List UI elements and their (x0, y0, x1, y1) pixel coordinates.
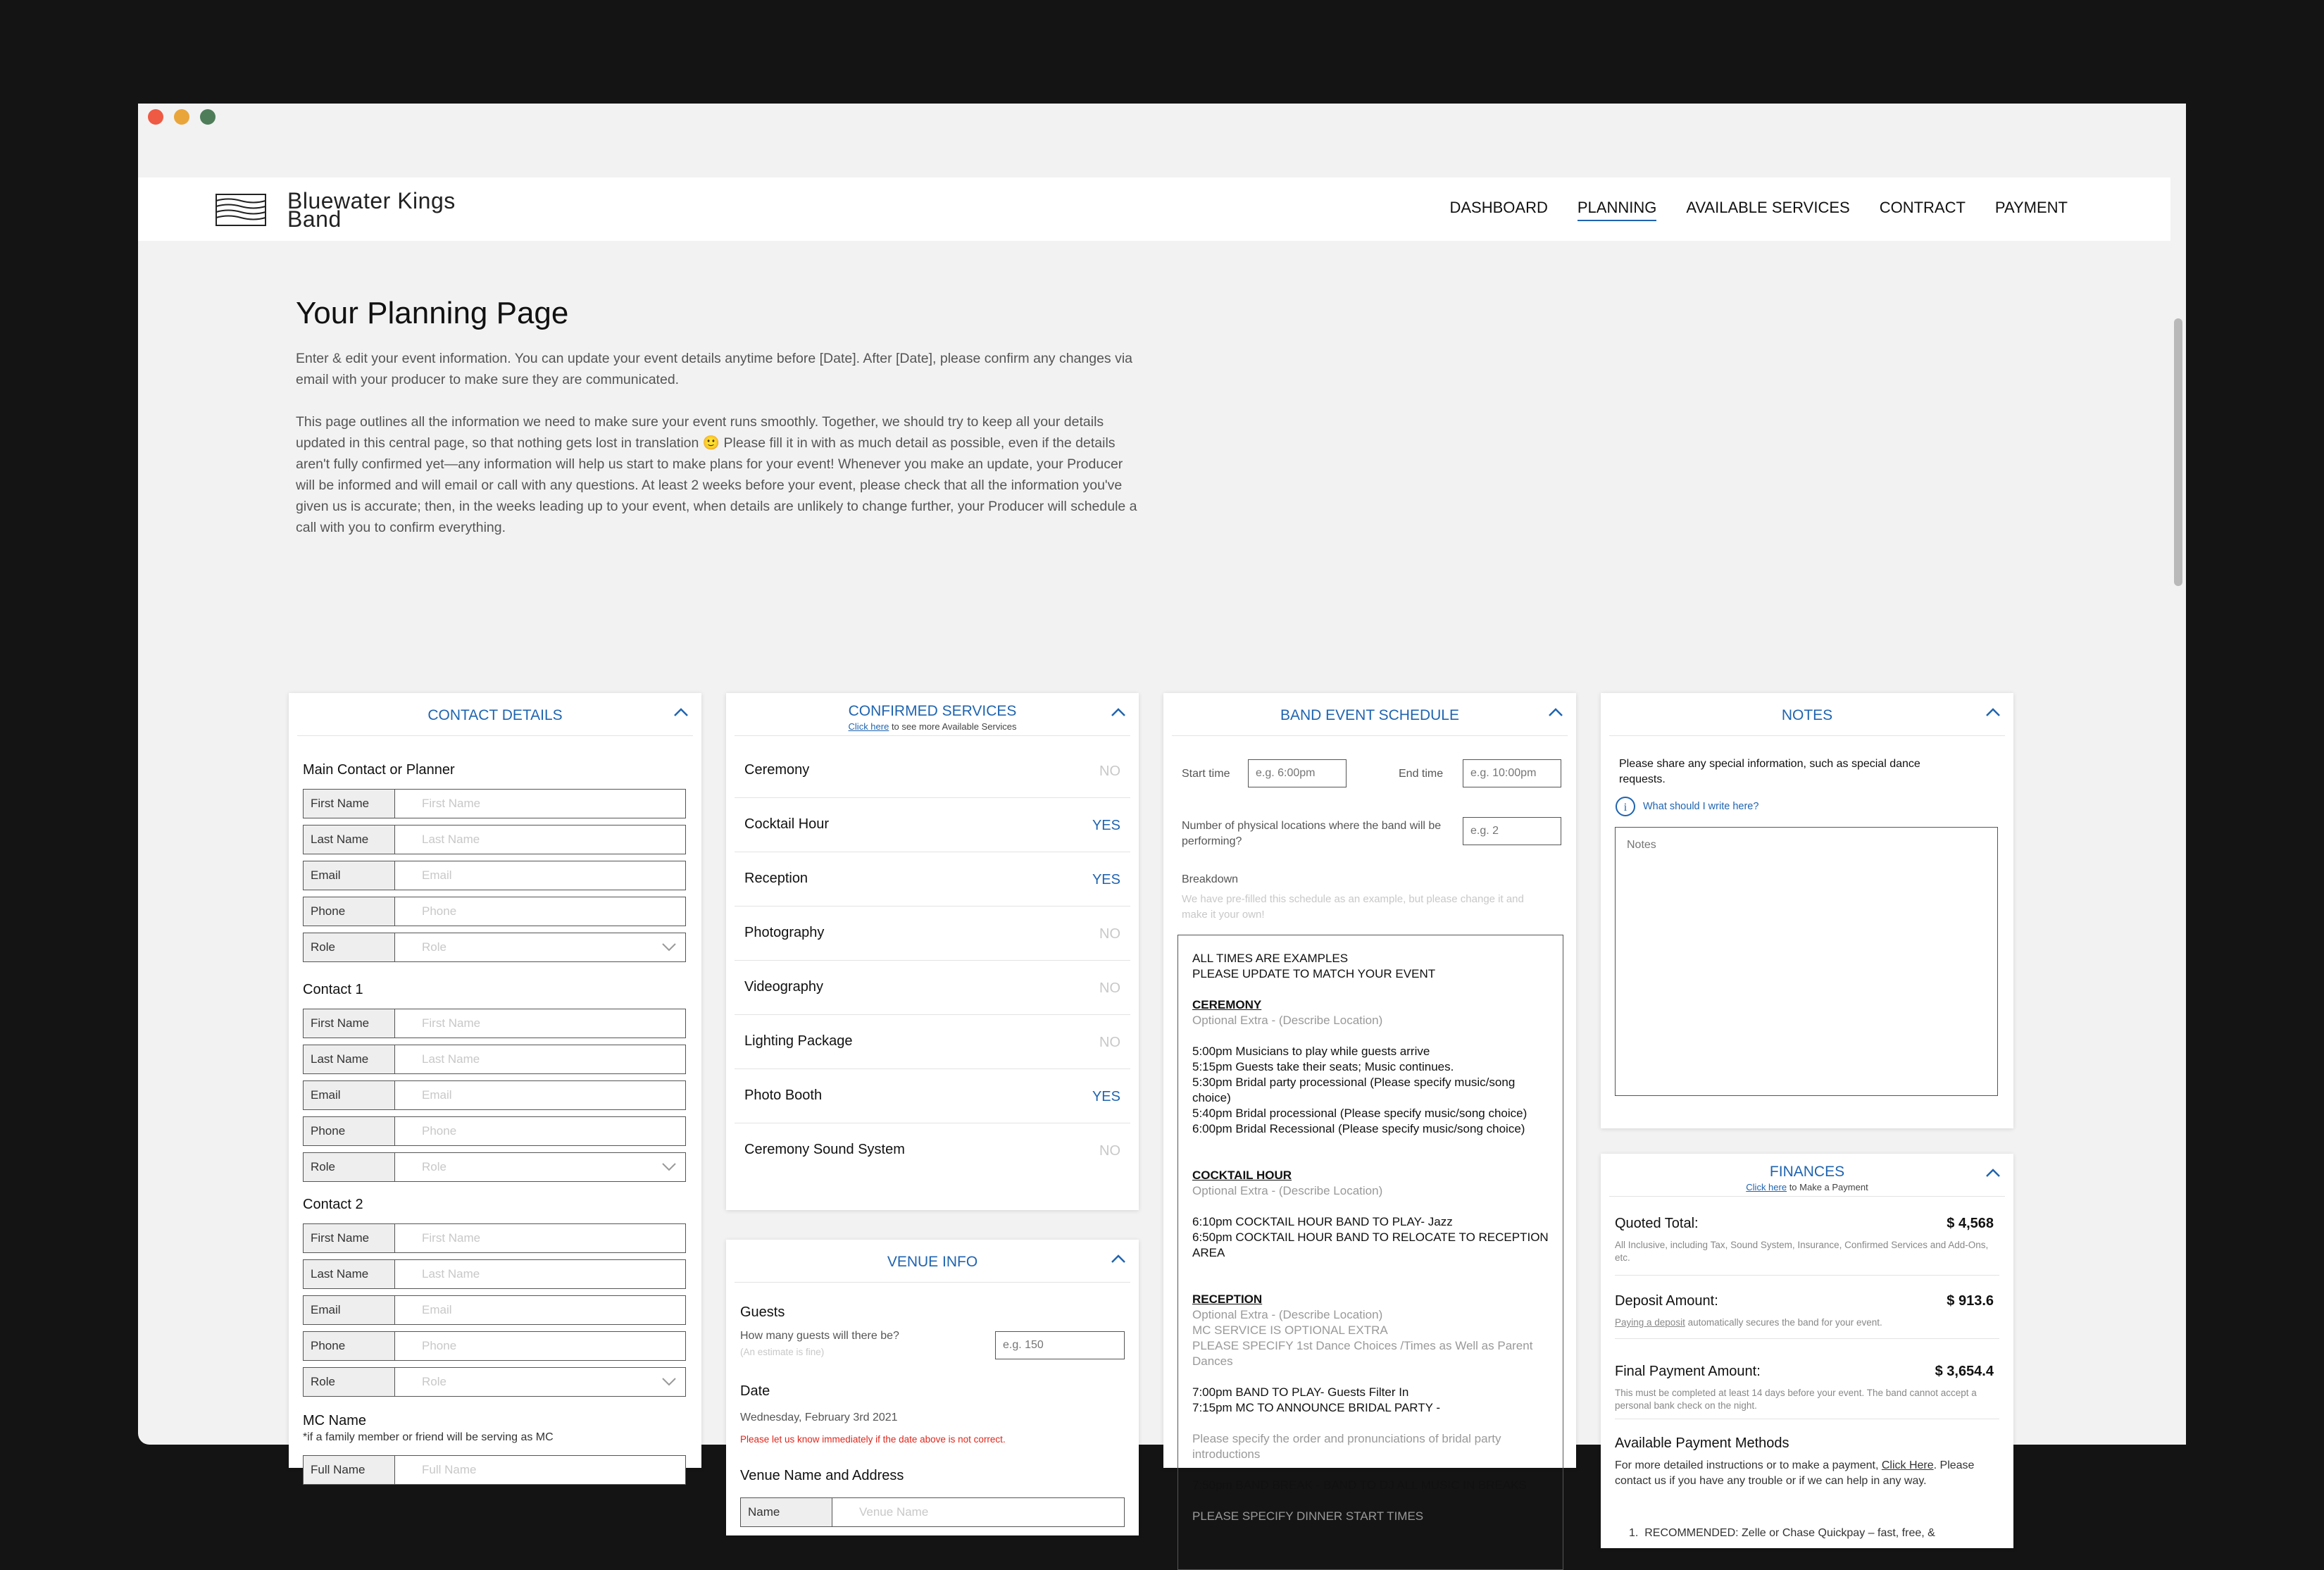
services-subtitle-text: to see more Available Services (889, 721, 1017, 732)
guests-hint: (An estimate is fine) (740, 1347, 825, 1357)
breakdown-label: Breakdown (1182, 873, 1239, 885)
brand-name (287, 188, 456, 232)
c1-email-field (303, 1080, 686, 1110)
final-payment-row (1615, 1364, 1999, 1419)
contact1-label: Contact 1 (303, 982, 363, 997)
notes-title: NOTES (1781, 707, 1833, 723)
guests-label: Guests (740, 1304, 785, 1320)
locations-question: Number of physical locations where the band will be performing? (1182, 820, 1442, 847)
date-label: Date (740, 1383, 770, 1399)
c1-role-input[interactable] (395, 1153, 685, 1181)
schedule-spacer (1192, 1261, 1549, 1276)
field-label: Email (304, 1081, 395, 1109)
finances-header[interactable] (1609, 1154, 2005, 1197)
methods-click-here-link[interactable]: Click Here (1881, 1459, 1934, 1471)
event-date: Wednesday, February 3rd 2021 (740, 1412, 898, 1423)
minimize-window-button[interactable] (174, 109, 189, 125)
main-phone-input[interactable] (395, 897, 685, 926)
brand-name-line2: Band (287, 206, 342, 232)
schedule-line: PLEASE SPECIFY 1st Dance Choices /Times as Well as Parent Dances (1192, 1339, 1533, 1368)
schedule-spacer (1192, 1137, 1549, 1152)
nav-dashboard[interactable]: DASHBOARD (1449, 199, 1548, 216)
schedule-spacer (1192, 1199, 1549, 1214)
main-last-name-input[interactable] (395, 826, 685, 854)
field-label: Phone (304, 1332, 395, 1360)
field-label: First Name (304, 1009, 395, 1038)
schedule-line: 6:10pm COCKTAIL HOUR BAND TO PLAY- Jazz (1192, 1215, 1453, 1228)
service-status: NO (1099, 1143, 1120, 1159)
nav-contract[interactable]: CONTRACT (1879, 199, 1966, 216)
service-name: Lighting Package (744, 1033, 853, 1049)
c2-last-name-field (303, 1259, 686, 1289)
nav-payment[interactable]: PAYMENT (1994, 199, 2068, 216)
mc-note: *if a family member or friend will be serving as MC (303, 1431, 554, 1443)
notes-card (1601, 693, 2013, 1128)
info-icon (1615, 796, 1636, 817)
schedule-spacer (1192, 1493, 1549, 1509)
start-time-input[interactable] (1248, 759, 1347, 787)
c2-phone-field (303, 1331, 686, 1361)
service-row[interactable] (735, 744, 1130, 798)
schedule-line: 7:00pm BAND TO PLAY- Guests Filter In (1192, 1385, 1409, 1399)
main-contact-label: Main Contact or Planner (303, 762, 455, 778)
schedule-textarea[interactable] (1177, 935, 1563, 1570)
finances-title: FINANCES (1769, 1164, 1845, 1180)
c1-last-name-input[interactable] (395, 1045, 685, 1073)
service-row[interactable] (735, 798, 1130, 852)
c1-first-name-input[interactable] (395, 1009, 685, 1038)
intro-paragraph-1: Enter & edit your event information. You can update your event details anytime before [Date]. After [Date], please confirm any changes via email with your producer to make sure they are communicated. (296, 351, 1133, 387)
schedule-spacer (1192, 1369, 1549, 1385)
schedule-content (1178, 935, 1563, 1540)
field-label: Email (304, 861, 395, 890)
final-payment-label: Final Payment Amount: (1615, 1364, 1761, 1379)
service-name: Cocktail Hour (744, 816, 830, 832)
field-label: Role (304, 1153, 395, 1181)
deposit-desc (1615, 1316, 1999, 1329)
page-title: Your Planning Page (296, 296, 569, 330)
make-payment-link[interactable]: Click here (1746, 1182, 1787, 1192)
c2-email-field (303, 1295, 686, 1325)
scrollbar[interactable] (2170, 177, 2186, 1445)
schedule-line: ALL TIMES ARE EXAMPLES (1192, 952, 1349, 965)
mc-name-label: MC Name (303, 1413, 367, 1428)
notes-header[interactable] (1609, 693, 2005, 736)
chevron-up-icon[interactable] (673, 707, 687, 721)
payment-method-1 (1629, 1527, 1935, 1540)
field-label: Last Name (304, 1045, 395, 1073)
schedule-line: MC SERVICE IS OPTIONAL EXTRA (1192, 1323, 1388, 1337)
page-content (138, 241, 2170, 1539)
finances-subtitle-text: to Make a Payment (1787, 1182, 1868, 1192)
c1-phone-field (303, 1116, 686, 1146)
title-bar (138, 104, 2186, 177)
contact2-label: Contact 2 (303, 1197, 363, 1212)
schedule-line: 5:15pm Guests take their seats; Music continues. (1192, 1060, 1454, 1073)
service-name: Photo Booth (744, 1088, 823, 1103)
schedule-spacer (1192, 1416, 1549, 1431)
band-schedule-title: BAND EVENT SCHEDULE (1280, 707, 1459, 723)
intro-paragraph-2: This page outlines all the information we need to make sure your event runs smoothly. Together, we should try to keep all your details updated in this central page, so that nothing gets lost in translation 🙂 Please fill it in with as much detail as possible, even if the details aren't fully confirmed yet—any information will help us start to make plans for your event! Whenever you make an update, your Producer will be informed and will email or call with any questions. At least 2 weeks before your event, please check that all the information you've given us is accurate; then, in the weeks leading up to your event, when details are unlikely to change further, your Producer will schedule a call with you to confirm everything. (296, 414, 1137, 535)
schedule-line: 5:40pm Bridal processional (Please specify music/song choice) (1192, 1107, 1528, 1120)
c2-role-input[interactable] (395, 1368, 685, 1396)
method-number: 1. (1629, 1527, 1645, 1539)
schedule-line: PLEASE SPECIFY DINNER START TIMES (1192, 1509, 1424, 1523)
main-role-select[interactable] (303, 933, 686, 962)
c1-first-name-field (303, 1009, 686, 1038)
scrollbar-thumb[interactable] (2174, 318, 2182, 586)
chevron-up-icon[interactable] (1985, 1168, 1999, 1182)
schedule-line: 6:00pm Bridal Recessional (Please specify music/song choice) (1192, 1122, 1525, 1135)
schedule-section-heading: RECEPTION (1192, 1292, 1263, 1306)
c2-last-name-input[interactable] (395, 1260, 685, 1288)
chevron-down-icon[interactable] (661, 1161, 677, 1175)
field-label: Role (304, 933, 395, 961)
services-subtitle (735, 721, 1130, 732)
brand-name-line1: Bluewater Kings (287, 188, 456, 213)
c2-first-name-input[interactable] (395, 1224, 685, 1252)
guests-question: How many guests will there be? (740, 1330, 899, 1342)
confirmed-services-header[interactable] (735, 693, 1130, 736)
payment-methods-text (1615, 1458, 1988, 1489)
notes-textarea[interactable] (1615, 827, 1998, 1096)
c2-role-select[interactable] (303, 1367, 686, 1397)
contact-details-header[interactable] (297, 693, 693, 736)
quoted-total-desc: All Inclusive, including Tax, Sound System, Insurance, Confirmed Services and Add-Ons, etc. (1615, 1240, 1989, 1263)
confirmed-services-title: CONFIRMED SERVICES (848, 703, 1017, 719)
contact-details-title: CONTACT DETAILS (427, 707, 563, 723)
main-role-input[interactable] (395, 933, 685, 961)
service-row[interactable] (735, 961, 1130, 1015)
schedule-line: Optional Extra - (Describe Location) (1192, 1184, 1383, 1197)
main-first-name-input[interactable] (395, 790, 685, 818)
service-status: YES (1092, 1089, 1120, 1104)
chevron-down-icon[interactable] (661, 1376, 677, 1390)
payment-methods-label: Available Payment Methods (1615, 1435, 1789, 1451)
band-schedule-header[interactable] (1172, 693, 1568, 736)
deposit-label: Deposit Amount: (1615, 1293, 1718, 1309)
end-time-input[interactable] (1463, 759, 1561, 787)
main-phone-field (303, 897, 686, 926)
contact-details-card (289, 693, 701, 1476)
page-intro (296, 348, 1141, 559)
venue-name-field (740, 1497, 1125, 1527)
main-first-name-field (303, 789, 686, 818)
service-row[interactable] (735, 1069, 1130, 1123)
service-name: Ceremony (744, 762, 810, 778)
notes-help[interactable] (1615, 796, 1758, 817)
field-label: Full Name (304, 1456, 395, 1484)
service-status: YES (1092, 872, 1120, 887)
field-label: Phone (304, 1117, 395, 1145)
c1-phone-input[interactable] (395, 1117, 685, 1145)
service-row[interactable] (735, 907, 1130, 961)
field-label: Phone (304, 897, 395, 926)
c1-email-input[interactable] (395, 1081, 685, 1109)
site-header (138, 177, 2186, 241)
chevron-up-icon[interactable] (1548, 707, 1562, 721)
schedule-line: 5:00pm Musicians to play while guests arrive (1192, 1045, 1430, 1058)
field-label: Role (304, 1368, 395, 1396)
c1-role-select[interactable] (303, 1152, 686, 1182)
field-label: First Name (304, 790, 395, 818)
c2-phone-input[interactable] (395, 1332, 685, 1360)
venue-info-card (726, 1240, 1139, 1535)
service-name: Videography (744, 979, 823, 995)
finances-card (1601, 1154, 2013, 1548)
locations-input[interactable] (1463, 817, 1561, 845)
main-nav (1450, 199, 2068, 221)
method-1-text: RECOMMENDED: Zelle or Chase Quickpay – fast, free, & (1644, 1527, 1935, 1539)
service-status: NO (1099, 980, 1120, 996)
schedule-section-heading: CEREMONY (1192, 998, 1262, 1011)
field-label: Last Name (304, 1260, 395, 1288)
schedule-spacer (1192, 1276, 1549, 1292)
c2-email-input[interactable] (395, 1296, 685, 1324)
field-label: Email (304, 1296, 395, 1324)
field-label: First Name (304, 1224, 395, 1252)
service-row[interactable] (735, 1015, 1130, 1069)
notes-intro: Please share any special information, such as special dance requests. (1619, 758, 1920, 785)
guests-input[interactable] (995, 1331, 1125, 1359)
schedule-line: 7:15pm MC TO ANNOUNCE BRIDAL PARTY - (1192, 1401, 1441, 1414)
field-label: Name (741, 1498, 832, 1526)
service-name: Photography (744, 925, 825, 940)
venue-info-title: VENUE INFO (887, 1254, 978, 1270)
schedule-line: 5:30pm Bridal party processional (Please specify music/song choice) (1192, 1076, 1516, 1104)
schedule-spacer (1192, 1462, 1549, 1478)
confirmed-services-card (726, 693, 1139, 1210)
see-available-services-link[interactable]: Click here (848, 721, 889, 732)
schedule-line: PLEASE UPDATE TO MATCH YOUR EVENT (1192, 967, 1436, 980)
close-window-button[interactable] (148, 109, 163, 125)
venue-name-input[interactable] (832, 1498, 1124, 1526)
schedule-line: 6:50pm COCKTAIL HOUR BAND TO RELOCATE TO RECEPTION AREA (1192, 1231, 1549, 1259)
deposit-amount: $ 913.6 (1947, 1293, 1994, 1309)
service-row[interactable] (735, 852, 1130, 907)
breakdown-hint: We have pre-filled this schedule as an example, but please change it and make it your own! (1182, 893, 1524, 921)
service-name: Ceremony Sound System (744, 1142, 905, 1157)
schedule-spacer (1192, 982, 1549, 997)
service-status: YES (1092, 818, 1120, 833)
band-schedule-card (1163, 693, 1576, 1523)
service-status: NO (1099, 926, 1120, 942)
service-row[interactable] (735, 1123, 1130, 1177)
schedule-line: 7:50pm BAND BREAK - BAND TO DJ ALL MUSIC IN BREAKS (1192, 1478, 1527, 1492)
browser-window (138, 104, 2186, 1539)
nav-available-services[interactable]: AVAILABLE SERVICES (1686, 199, 1850, 216)
service-status: NO (1099, 1035, 1120, 1050)
paying-deposit-link[interactable]: Paying a deposit (1615, 1317, 1685, 1328)
schedule-line: Please specify the order and pronunciations of bridal party introductions (1192, 1432, 1501, 1461)
venue-info-header[interactable] (735, 1240, 1130, 1283)
quoted-total-label: Quoted Total: (1615, 1216, 1699, 1231)
mc-full-name-field (303, 1455, 686, 1485)
schedule-spacer (1192, 1152, 1549, 1168)
methods-text-2: . Please contact us if you have any trouble or if we can help in any way. (1615, 1459, 1975, 1487)
venue-address-label: Venue Name and Address (740, 1468, 904, 1483)
chevron-down-icon[interactable] (661, 942, 677, 955)
deposit-row (1615, 1293, 1999, 1339)
svg-text:i: i (1623, 802, 1628, 814)
main-email-input[interactable] (395, 861, 685, 890)
start-time-label: Start time (1182, 768, 1230, 780)
c2-first-name-field (303, 1223, 686, 1253)
mc-full-name-input[interactable] (395, 1456, 685, 1484)
quoted-total-amount: $ 4,568 (1947, 1216, 1994, 1231)
chevron-up-icon[interactable] (1111, 1254, 1125, 1268)
waves-logo-icon (215, 194, 266, 226)
service-status: NO (1099, 764, 1120, 779)
methods-text: For more detailed instructions or to make a payment, (1615, 1459, 1882, 1471)
nav-planning[interactable]: PLANNING (1578, 199, 1656, 221)
end-time-label: End time (1399, 768, 1444, 780)
final-payment-desc: This must be completed at least 14 days before your event. The band cannot accept a personal bank check on the night. (1615, 1388, 1977, 1411)
final-payment-amount: $ 3,654.4 (1935, 1364, 1994, 1379)
schedule-line: Optional Extra - (Describe Location) (1192, 1308, 1383, 1321)
date-warning: Please let us know immediately if the date above is not correct. (740, 1434, 1006, 1445)
service-name: Reception (744, 871, 808, 886)
brand-logo[interactable] (215, 188, 456, 232)
schedule-spacer (1192, 1028, 1549, 1044)
maximize-window-button[interactable] (200, 109, 215, 125)
main-last-name-field (303, 825, 686, 854)
notes-help-link[interactable]: What should I write here? (1643, 801, 1759, 812)
chevron-up-icon[interactable] (1985, 707, 1999, 721)
chevron-up-icon[interactable] (1111, 707, 1125, 721)
schedule-section-heading: COCKTAIL HOUR (1192, 1169, 1292, 1182)
quoted-total-row (1615, 1216, 1999, 1276)
field-label: Last Name (304, 826, 395, 854)
c1-last-name-field (303, 1045, 686, 1074)
schedule-line: Optional Extra - (Describe Location) (1192, 1014, 1383, 1027)
finances-subtitle (1609, 1182, 2005, 1192)
deposit-desc-text: automatically secures the band for your event. (1685, 1317, 1882, 1328)
main-email-field (303, 861, 686, 890)
